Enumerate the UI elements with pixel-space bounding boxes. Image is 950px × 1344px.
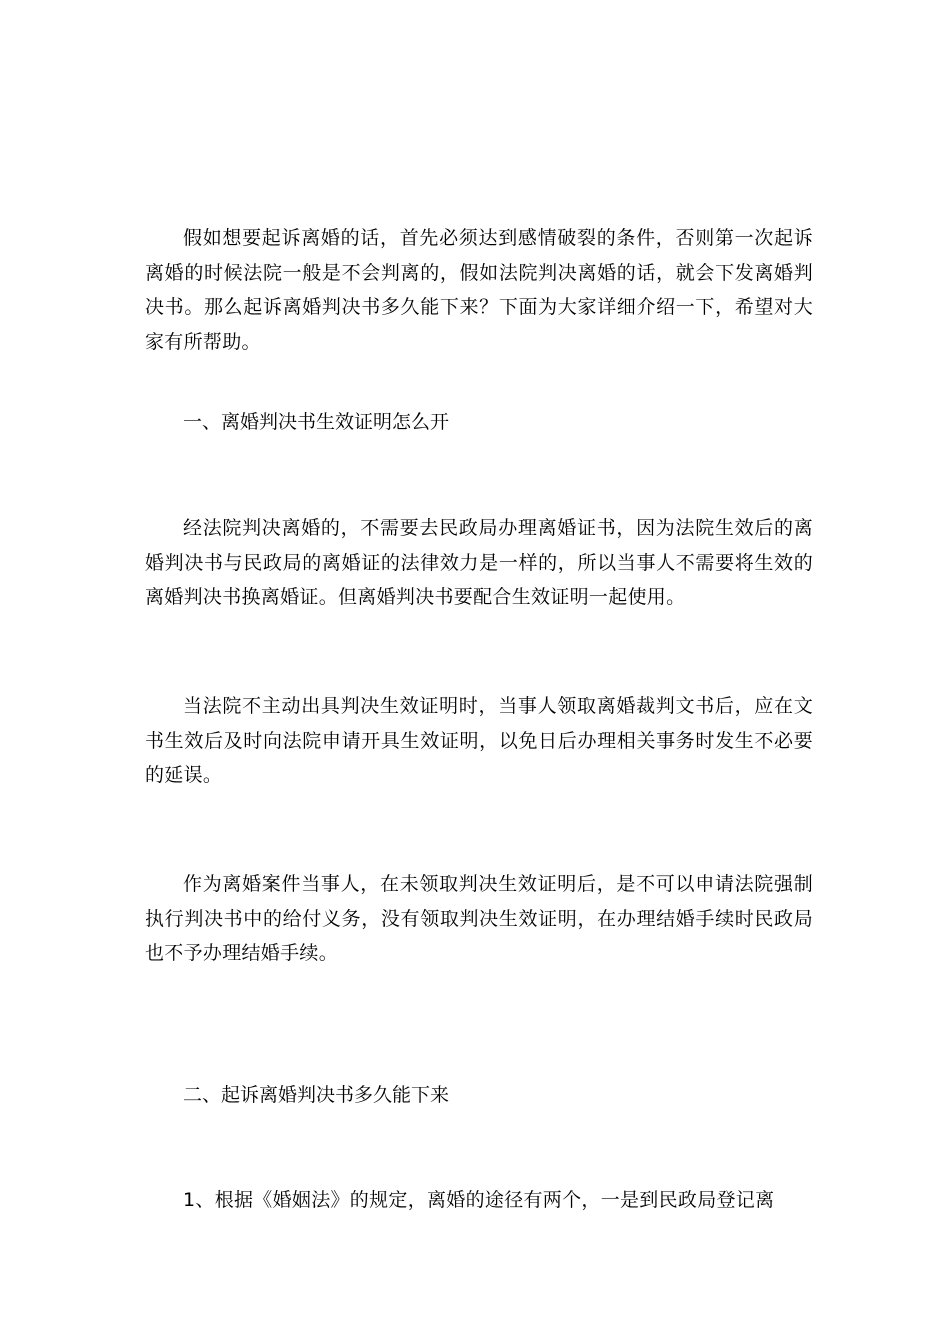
body-paragraph: 作为离婚案件当事人，在未领取判决生效证明后，是不可以申请法院强制执行判决书中的给付义务，没有领取判决生效证明，在办理结婚手续时民政局也不予办理结婚手续。 xyxy=(145,873,813,964)
body-paragraph: 当法院不主动出具判决生效证明时，当事人领取离婚裁判文书后，应在文书生效后及时向法院申请开具生效证明，以免日后办理相关事务时发生不必要的延误。 xyxy=(145,695,813,786)
section-heading-1: 一、离婚判决书生效证明怎么开 xyxy=(183,411,450,433)
intro-paragraph: 假如想要起诉离婚的话，首先必须达到感情破裂的条件，否则第一次起诉离婚的时候法院一般是不会判离的，假如法院判决离婚的话，就会下发离婚判决书。那么起诉离婚判决书多久能下来？下面为大家详细介绍一下，希望对大家有所帮助。 xyxy=(145,227,813,353)
section-heading-2: 二、起诉离婚判决书多久能下来 xyxy=(183,1084,450,1106)
body-paragraph: 1、根据《婚姻法》的规定，离婚的途径有两个，一是到民政局登记离 xyxy=(183,1189,775,1211)
body-paragraph: 经法院判决离婚的，不需要去民政局办理离婚证书，因为法院生效后的离婚判决书与民政局的离婚证的法律效力是一样的，所以当事人不需要将生效的离婚判决书换离婚证。但离婚判决书要配合生效证明一起使用。 xyxy=(145,517,813,608)
